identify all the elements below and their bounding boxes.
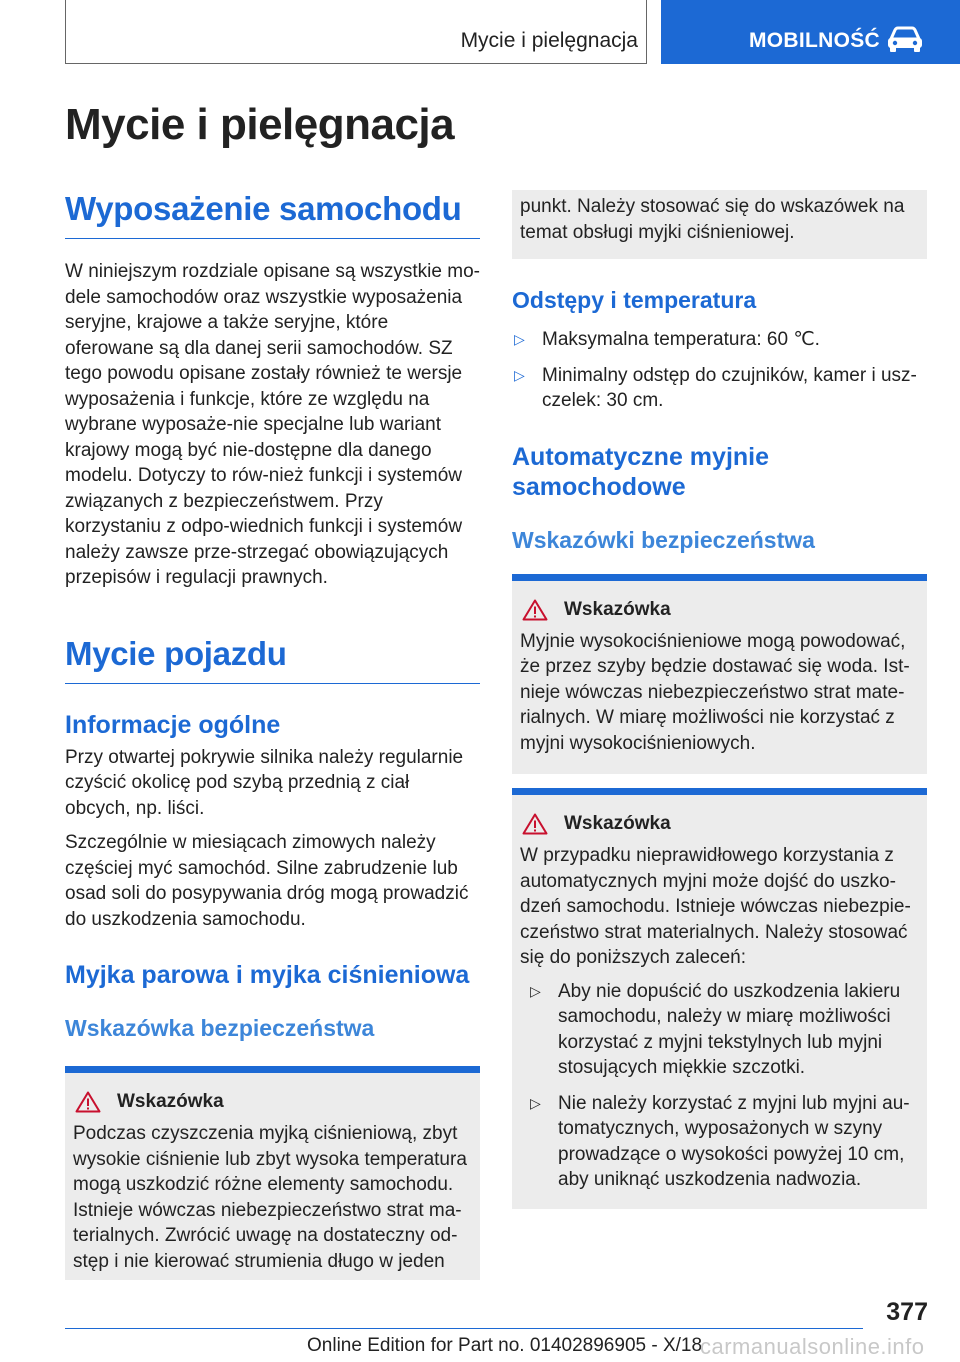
warning-title: Wskazówka <box>564 598 671 620</box>
triangle-bullet-icon: ▷ <box>530 982 541 999</box>
page-title: Mycie i pielęgnacja <box>65 100 455 149</box>
header-chapter-tab[interactable] <box>661 0 960 64</box>
warning-text: Myjnie wysokociśnieniowe mogą powodować, że przez szyby będzie dostawać się woda. Ist-nieje wówczas niebezpieczeństwo strat mate-rialnych. W miarę możliwości nie korzystać z myjni wysokociśnieniowych. <box>520 630 910 754</box>
header-section-title: Mycie i pielęgnacja <box>460 29 638 52</box>
general-paragraph-2: Szczególnie w miesiącach zimowych należy częściej myć samochód. Silne zabrudzenie lub osad soli do posypywania dróg mogą prowadzić do uszkodzenia samochodu. <box>65 832 469 930</box>
warning-box <box>65 1066 480 1280</box>
list-item: ▷ Nie należy korzystać z myjni lub myjni au-tomatycznych, wyposażonych w szyny prowadzące o wysokości powyżej 10 cm, aby uniknąć uszkodzenia nadwozia. <box>530 1092 910 1190</box>
equipment-text: W niniejszym rozdziale opisane są wszystkie mo-dele samochodów oraz wszystkie wyposażenia seryjne, krajowe a także seryjne, które oferowane są dla danej serii samochodów. SZ tego powodu opisane zostały również te wersje wyposażenia i funkcje, które ze względu na wybrane wyposaże-nie specjalne lub wariant krajowy mogą być nie-dostępne dla danego modelu. Dotyczy to rów-nież funkcji i systemów związanych z bezpieczeństwem. Przy korzystaniu z odpo-wiednich funkcji i systemów należy zawsze prze-strzegać obowiązujących przepisów i regulacji prawnych. <box>65 261 480 588</box>
triangle-bullet-icon: ▷ <box>530 1094 541 1111</box>
footer-edition: Online Edition for Part no. 01402896905 - X/18 <box>307 1335 703 1356</box>
general-heading: Informacje ogólne <box>65 710 281 739</box>
footer-divider <box>65 1328 863 1329</box>
warning-header <box>520 813 919 835</box>
warning-title: Wskazówka <box>564 813 671 834</box>
warning-box <box>512 788 927 1209</box>
warning-title: Wskazówka <box>117 1091 224 1112</box>
left-column <box>65 190 480 1280</box>
general-paragraph-1: Przy otwartej pokrywie silnika należy regularnie czyścić okolicę pod szybą przednią z ciał obcych, np. liści. <box>65 746 464 819</box>
footer-watermark: carmanualsonline.info <box>700 1334 925 1359</box>
triangle-bullet-icon: ▷ <box>514 331 525 347</box>
carwash-safety-heading: Wskazówki bezpieczeństwa <box>512 526 815 553</box>
warning-box <box>512 574 927 775</box>
steam-cleaner-heading: Myjka parowa i myjka ciśnieniowa <box>65 961 470 989</box>
distance-list <box>512 327 927 414</box>
warning-text: Podczas czyszczenia myjką ciśnieniową, zbyt wysokie ciśnienie lub zbyt wysoka temperatura mogą uszkodzić różne elementy samochodu. Istnieje wówczas niebezpieczeństwo strat ma-terialnych. Zwrócić uwagę na dostateczny od-stęp i nie kierować strumienia długo w jeden <box>73 1123 467 1272</box>
warning-continuation-text: punkt. Należy stosować się do wskazówek na temat obsługi myjki ciśnieniowej. <box>520 196 905 243</box>
warning-triangle-icon <box>522 813 548 835</box>
warning-header <box>73 1091 472 1113</box>
distance-heading: Odstępy i temperatura <box>512 287 757 313</box>
right-column <box>512 190 927 1209</box>
wash-heading: Mycie pojazdu <box>65 635 480 684</box>
car-icon <box>885 25 925 53</box>
warning-text: W przypadku nieprawidłowego korzystania z automatycznych myjni może dojść do uszko-dzeń samochodu. Istnieje wówczas niebezpie-czeństwo strat materialnych. Należy stosować się do poniższych zaleceń: <box>520 845 911 968</box>
triangle-bullet-icon: ▷ <box>514 366 525 383</box>
warning-triangle-icon <box>75 1091 101 1113</box>
header-chapter-label: MOBILNOŚĆ <box>749 29 881 52</box>
list-item: ▷ Minimalny odstęp do czujników, kamer i usz-czelek: 30 cm. <box>514 364 917 411</box>
recommendation-list <box>528 979 919 1193</box>
warning-header <box>520 599 919 621</box>
warning-triangle-icon <box>522 599 548 621</box>
page-number: 377 <box>886 1298 928 1326</box>
list-item: ▷ Aby nie dopuścić do uszkodzenia lakieru samochodu, należy w miarę możliwości korzystać z myjni tekstylnych lub myjni stosujących miękkie szczotki. <box>530 980 901 1078</box>
safety-heading: Wskazówka bezpieczeństwa <box>65 1015 375 1041</box>
list-item: ▷ Maksymalna temperatura: 60 ℃. <box>512 327 927 353</box>
warning-continuation <box>512 190 927 259</box>
equipment-heading: Wyposażenie samochodu <box>65 190 480 239</box>
carwash-heading: Automatyczne myjnie samochodowe <box>512 442 770 501</box>
